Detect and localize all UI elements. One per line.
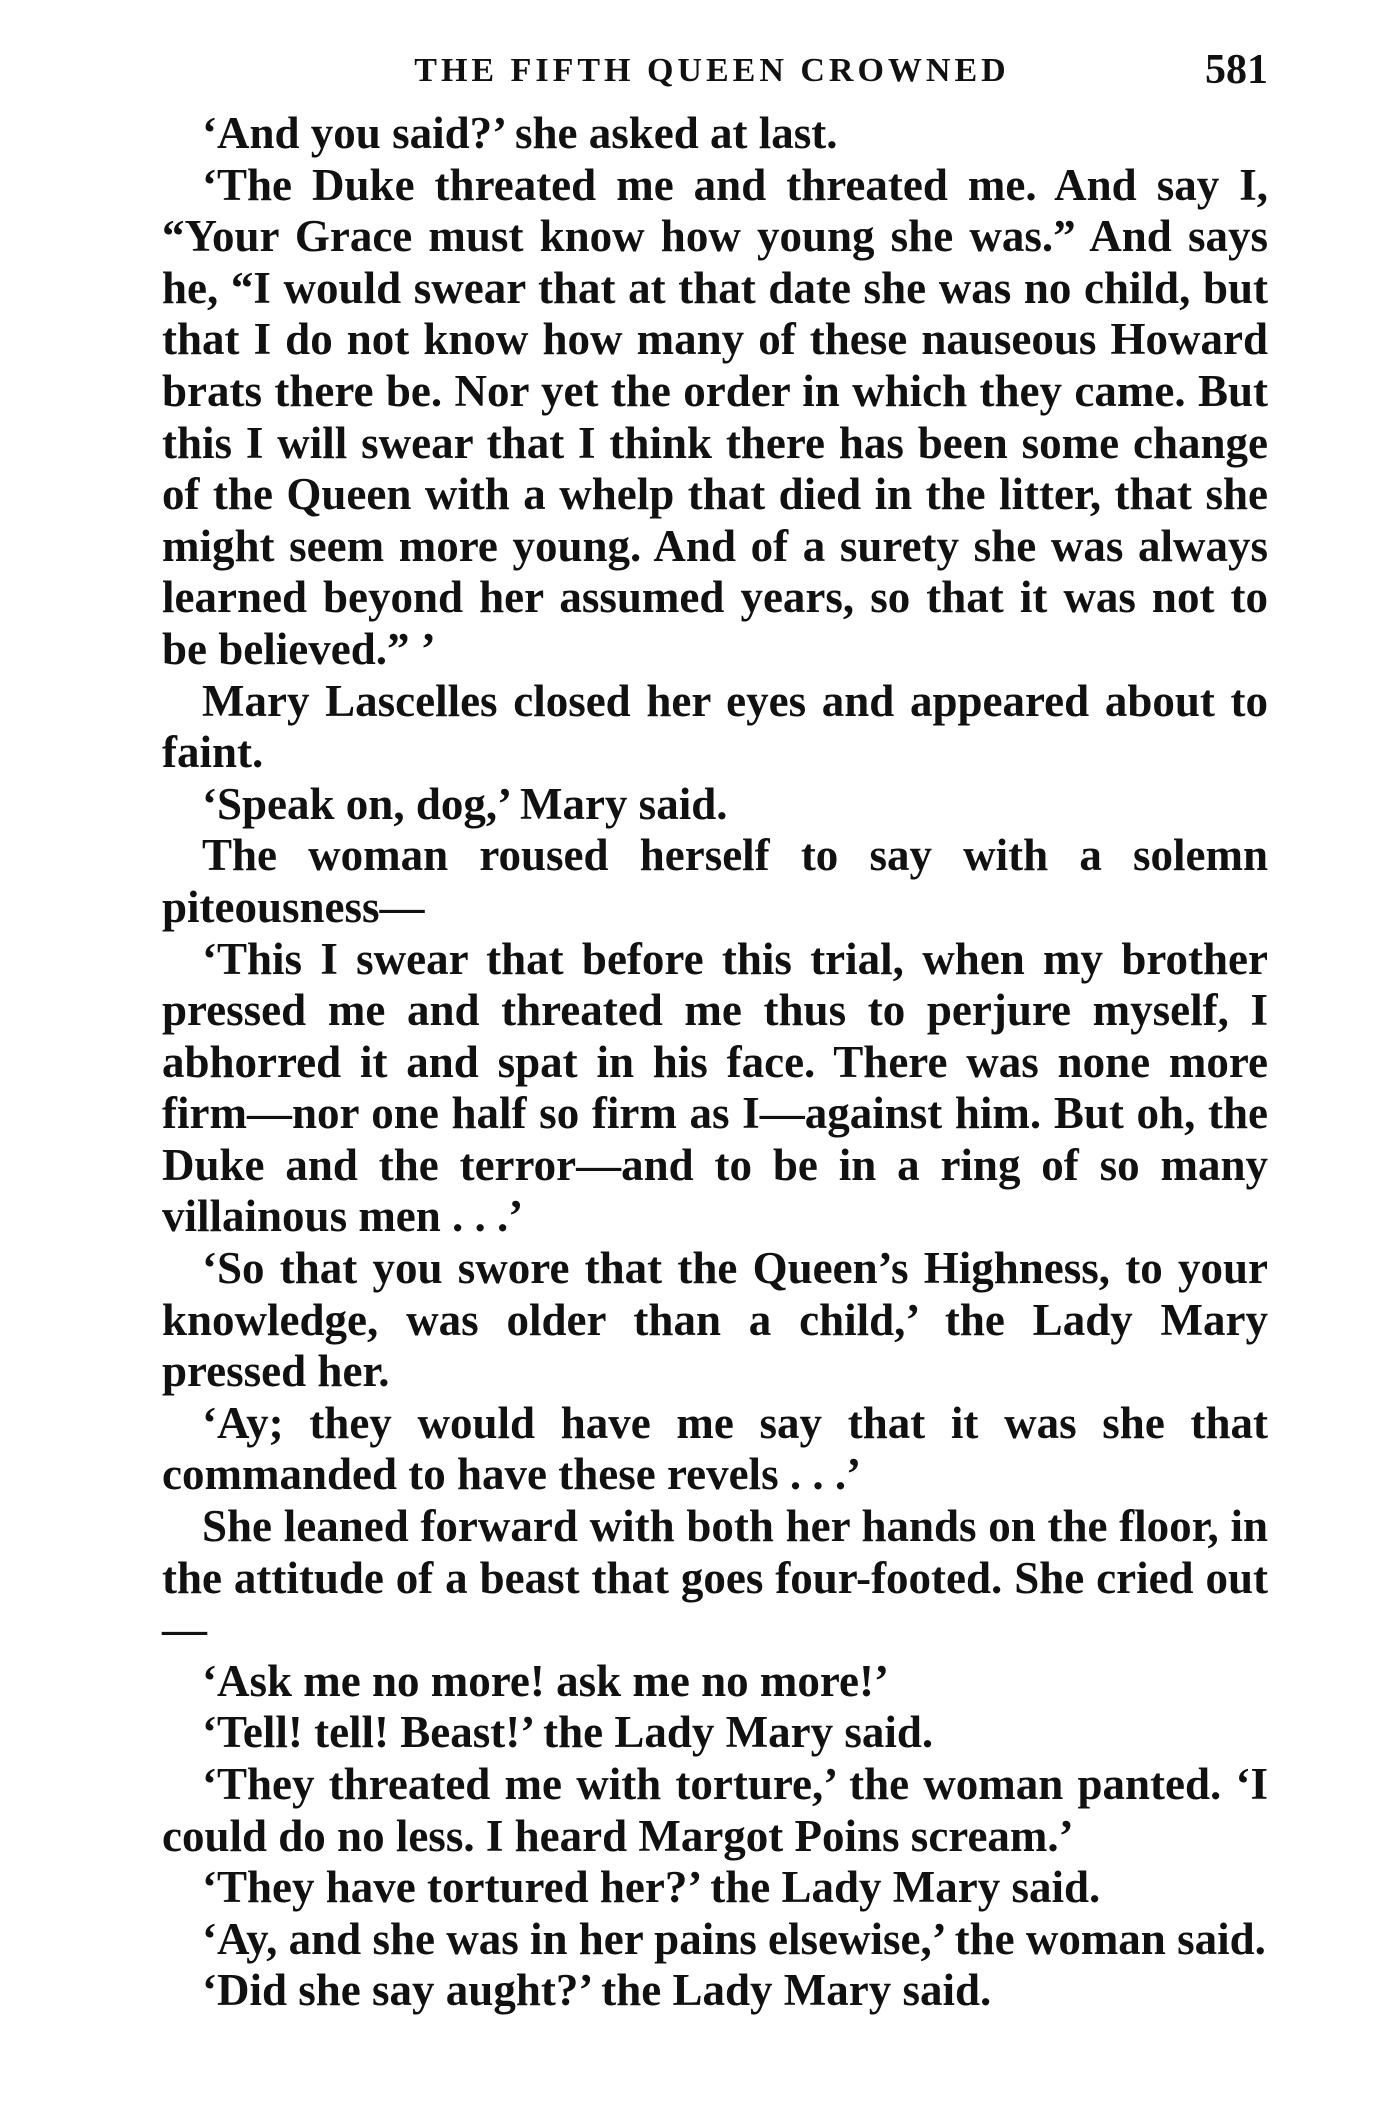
paragraph: She leaned forward with both her hands on the floor, in the attitude of a beast that goes four-footed. She cried out— bbox=[162, 1501, 1268, 1655]
paragraph: ‘Speak on, dog,’ Mary said. bbox=[202, 778, 728, 829]
paragraph: ‘Ask me no more! ask me no more!’ bbox=[202, 1655, 889, 1706]
paragraph: ‘This I swear that before this trial, when my brother pressed me and threated me thus to perjure myself, I abhorred it and spat in his face. There was none more firm—nor one half so firm as I—against him. But oh, the Duke and the terror—and to be in a ring of so many villainous men . . .’ bbox=[162, 933, 1268, 1242]
running-head bbox=[162, 44, 1268, 104]
body-text bbox=[162, 108, 1268, 2017]
paragraph: ‘Ay; they would have me say that it was she that commanded to have these revels . . .’ bbox=[162, 1397, 1268, 1500]
paragraph: ‘They have tortured her?’ the Lady Mary said. bbox=[202, 1862, 1101, 1913]
paragraph: ‘Tell! tell! Beast!’ the Lady Mary said. bbox=[202, 1707, 934, 1758]
paragraph: ‘And you said?’ she asked at last. bbox=[202, 108, 838, 158]
paragraph: ‘Did she say aught?’ the Lady Mary said. bbox=[202, 1965, 992, 2016]
paragraph: The woman roused herself to say with a solemn piteousness— bbox=[162, 830, 1268, 932]
paragraph: Mary Lascelles closed her eyes and appeared about to faint. bbox=[162, 675, 1268, 778]
paragraph: ‘They threated me with torture,’ the woman panted. ‘I could do no less. I heard Margot Poins scream.’ bbox=[162, 1759, 1268, 1861]
paragraph: ‘Ay, and she was in her pains elsewise,’ the woman said. bbox=[202, 1913, 1266, 1964]
paragraph: ‘So that you swore that the Queen’s Highness, to your knowledge, was older than a child,’ the Lady Mary pressed her. bbox=[162, 1243, 1268, 1397]
running-title: THE FIFTH QUEEN CROWNED bbox=[414, 52, 1010, 89]
paragraph: ‘The Duke threated me and threated me. And say I, “Your Grace must know how young she was.” And says he, “I would swear that at that date she was no child, but that I do not know how many of these nauseous Howard brats there be. Nor yet the order in which they came. But this I will swear that I think there has been some change of the Queen with a whelp that died in the litter, that she might seem more young. And of a surety she was always learned beyond her assumed years, so that it was not to be believed.” ’ bbox=[162, 159, 1268, 674]
page-number: 581 bbox=[1205, 47, 1268, 93]
